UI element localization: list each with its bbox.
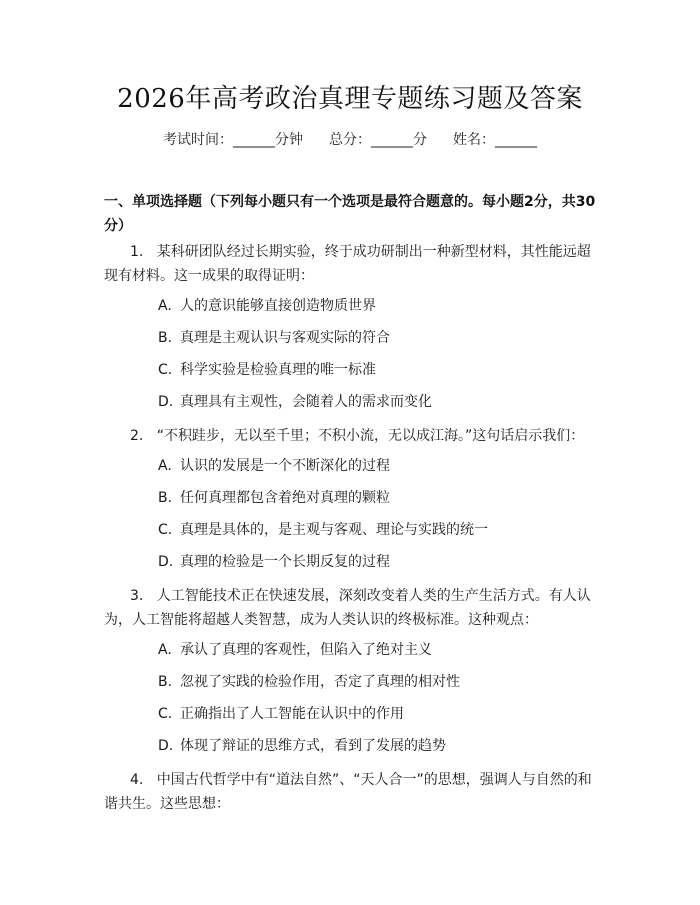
question-stem — [104, 424, 604, 448]
total-score-unit: 分 — [413, 132, 427, 148]
option-text: 真理是主观认识与客观实际的符合 — [180, 330, 390, 346]
question-stem — [104, 584, 604, 632]
question-stem — [104, 240, 604, 288]
option-text: 承认了真理的客观性，但陷入了绝对主义 — [180, 642, 432, 658]
option-letter: A. — [158, 298, 172, 314]
option-item — [104, 672, 604, 692]
option-text: 任何真理都包含着绝对真理的颗粒 — [180, 490, 390, 506]
option-letter: D. — [158, 394, 174, 410]
option-letter: B. — [158, 674, 173, 690]
option-text: 真理是具体的，是主观与客观、理论与实践的统一 — [180, 522, 488, 538]
option-item — [104, 640, 604, 660]
name-blank: ______ — [495, 132, 537, 148]
option-text: 真理的检验是一个长期反复的过程 — [180, 554, 390, 570]
option-list — [104, 456, 604, 572]
question-text: “不积跬步，无以至千里；不积小流，无以成江海。”这句话启示我们： — [156, 428, 585, 444]
option-letter: A. — [158, 458, 172, 474]
option-item — [104, 704, 604, 724]
option-item — [104, 296, 604, 316]
option-text: 人的意识能够直接创造物质世界 — [180, 298, 376, 314]
option-item — [104, 488, 604, 508]
option-text: 体现了辩证的思维方式，看到了发展的趋势 — [180, 738, 446, 754]
option-letter: B. — [158, 490, 173, 506]
question-item — [104, 424, 604, 572]
option-text: 认识的发展是一个不断深化的过程 — [180, 458, 390, 474]
total-score-blank: ______ — [371, 132, 413, 148]
option-text: 忽视了实践的检验作用，否定了真理的相对性 — [180, 674, 460, 690]
question-text: 人工智能技术正在快速发展，深刻改变着人类的生产生活方式。有人认为，人工智能将超越人类智慧，成为人类认识的终极标准。这种观点： — [104, 588, 591, 628]
option-item — [104, 392, 604, 412]
option-item — [104, 552, 604, 572]
question-item — [104, 584, 604, 756]
option-list — [104, 640, 604, 756]
option-item — [104, 456, 604, 476]
option-letter: A. — [158, 642, 172, 658]
question-number: 3. — [130, 588, 144, 604]
option-letter: C. — [158, 522, 173, 538]
option-text: 真理具有主观性，会随着人的需求而变化 — [180, 394, 432, 410]
page-title: 2026年高考政治真理专题练习题及答案 — [117, 84, 583, 114]
question-number: 4. — [130, 772, 144, 788]
option-text: 正确指出了人工智能在认识中的作用 — [180, 706, 404, 722]
option-text: 科学实验是检验真理的唯一标准 — [180, 362, 376, 378]
option-list — [104, 296, 604, 412]
option-item — [104, 328, 604, 348]
option-letter: D. — [158, 738, 174, 754]
option-item — [104, 360, 604, 380]
question-stem — [104, 768, 604, 816]
option-letter: B. — [158, 330, 173, 346]
option-letter: D. — [158, 554, 174, 570]
question-text: 中国古代哲学中有“道法自然”、“天人合一”的思想，强调人与自然的和谐共生。这些思想： — [104, 772, 592, 812]
question-number: 2. — [130, 428, 144, 444]
question-item — [104, 240, 604, 412]
option-letter: C. — [158, 706, 173, 722]
exam-meta-line — [0, 130, 700, 150]
option-letter: C. — [158, 362, 173, 378]
name-label: 姓名： — [453, 132, 495, 148]
exam-time-label: 考试时间： — [163, 132, 233, 148]
question-text: 某科研团队经过长期实验，终于成功研制出一种新型材料，其性能远超现有材料。这一成果的取得证明： — [104, 244, 591, 284]
exam-time-unit: 分钟 — [275, 132, 303, 148]
question-item — [104, 768, 604, 816]
total-score-label: 总分： — [329, 132, 371, 148]
option-item — [104, 520, 604, 540]
question-number: 1. — [130, 244, 144, 260]
question-list — [104, 240, 604, 824]
section-heading: 一、单项选择题（下列每小题只有一个选项是最符合题意的。每小题2分，共30分） — [104, 194, 596, 234]
exam-time-blank: ______ — [233, 132, 275, 148]
option-item — [104, 736, 604, 756]
